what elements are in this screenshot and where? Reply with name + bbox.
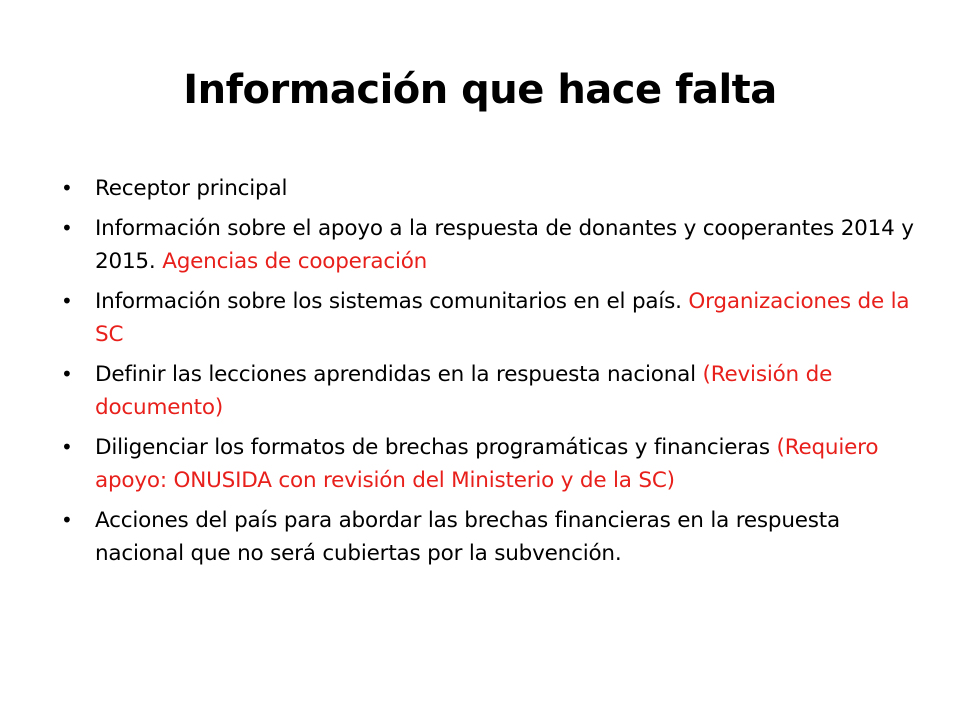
bullet-item: [58, 431, 918, 497]
bullet-icon: •: [61, 435, 73, 459]
bullet-text: Información sobre el apoyo a la respuesta de donantes y cooperantes 2014 y 2015.: [95, 216, 914, 274]
bullet-item: [58, 504, 918, 570]
bullet-item: [58, 172, 918, 205]
bullet-item: [58, 285, 918, 351]
bullet-item: [58, 358, 918, 424]
slide-title: Información que hace falta: [183, 67, 777, 113]
bullet-list: [58, 172, 918, 577]
bullet-icon: •: [61, 289, 73, 313]
bullet-highlight: Organizaciones de la SC: [95, 289, 910, 347]
bullet-text: Receptor principal: [95, 176, 288, 201]
bullet-icon: •: [61, 216, 73, 240]
bullet-icon: •: [61, 176, 73, 200]
bullet-text: Diligenciar los formatos de brechas programáticas y financieras: [95, 435, 777, 460]
bullet-text: Acciones del país para abordar las brechas financieras en la respuesta nacional que no será cubiertas por la subvención.: [95, 508, 841, 566]
bullet-highlight: Agencias de cooperación: [162, 249, 428, 274]
bullet-highlight: (Revisión de documento): [95, 362, 833, 420]
bullet-text: Información sobre los sistemas comunitarios en el país.: [95, 289, 689, 314]
bullet-item: [58, 212, 918, 278]
bullet-icon: •: [61, 362, 73, 386]
bullet-highlight: (Requiero apoyo: ONUSIDA con revisión del Ministerio y de la SC): [95, 435, 879, 493]
bullet-icon: •: [61, 508, 73, 532]
bullet-text: Definir las lecciones aprendidas en la respuesta nacional: [95, 362, 703, 387]
